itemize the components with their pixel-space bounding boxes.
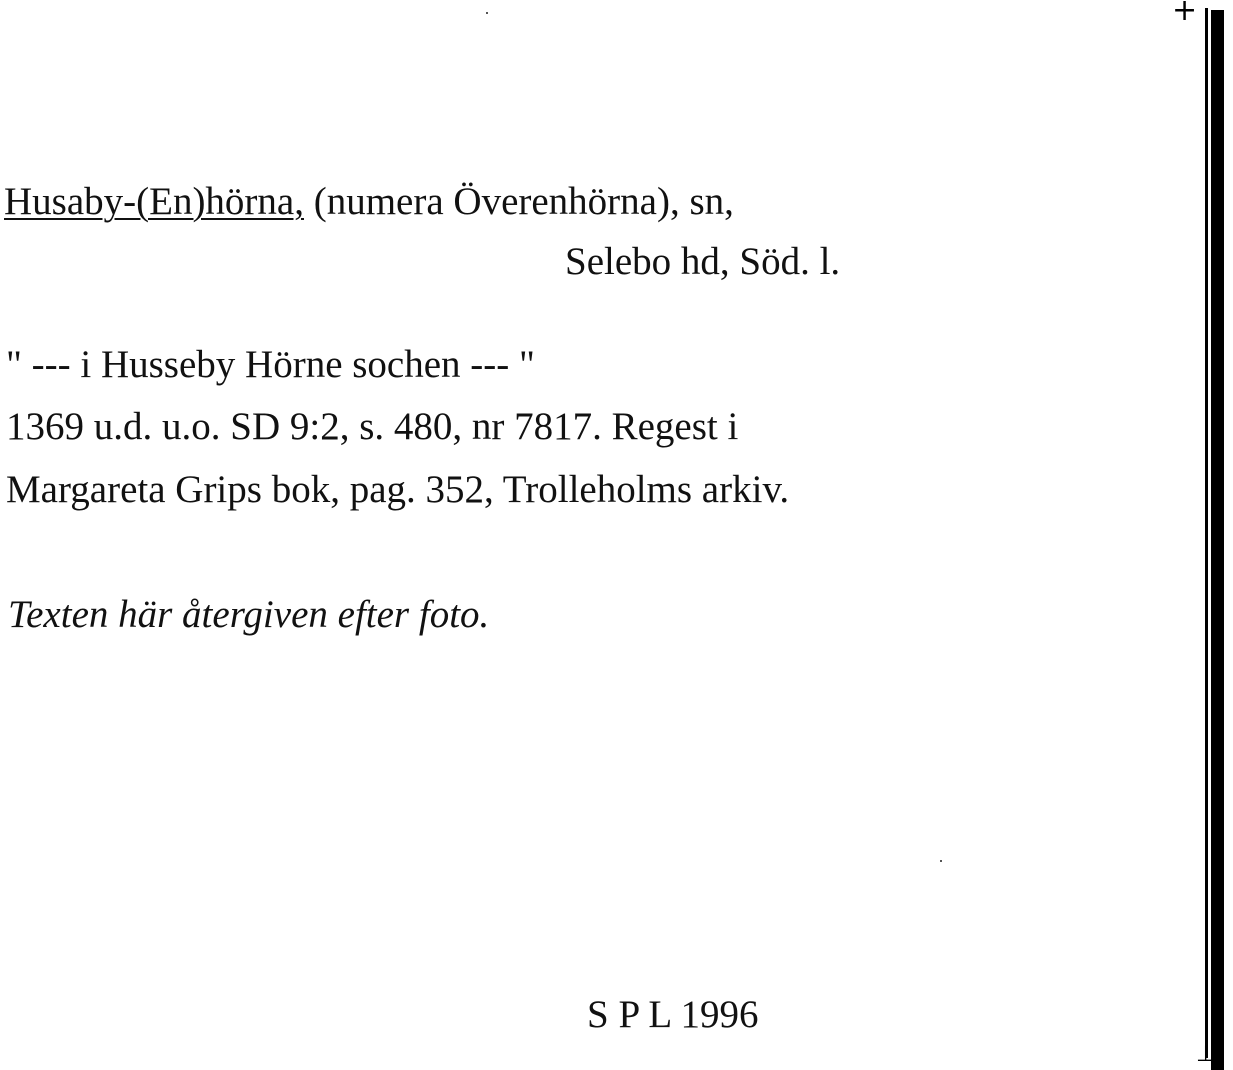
source-line-2: Margareta Grips bok, pag. 352, Trolleholms arkiv. (6, 468, 790, 511)
scan-speck (940, 860, 942, 862)
right-border-thin-rule (1205, 8, 1208, 1058)
scan-speck (486, 12, 488, 14)
entry-heading-line (4, 182, 734, 221)
right-border-rule (1211, 10, 1224, 1070)
entry-location: Selebo hd, Söd. l. (565, 240, 841, 283)
signature: S P L 1996 (587, 993, 759, 1036)
bottom-crop-mark-icon: ⊥ (1196, 1042, 1216, 1067)
photo-note: Texten här återgiven efter foto. (8, 593, 490, 636)
top-crop-mark-icon: + (1172, 0, 1198, 28)
entry-description: (numera Överenhörna), sn, (303, 180, 734, 223)
source-line-1: 1369 u.d. u.o. SD 9:2, s. 480, nr 7817. Regest i (6, 405, 739, 448)
quote-line: " --- i Husseby Hörne sochen --- " (6, 343, 535, 386)
entry-headword: Husaby-(En)hörna, (4, 180, 304, 223)
